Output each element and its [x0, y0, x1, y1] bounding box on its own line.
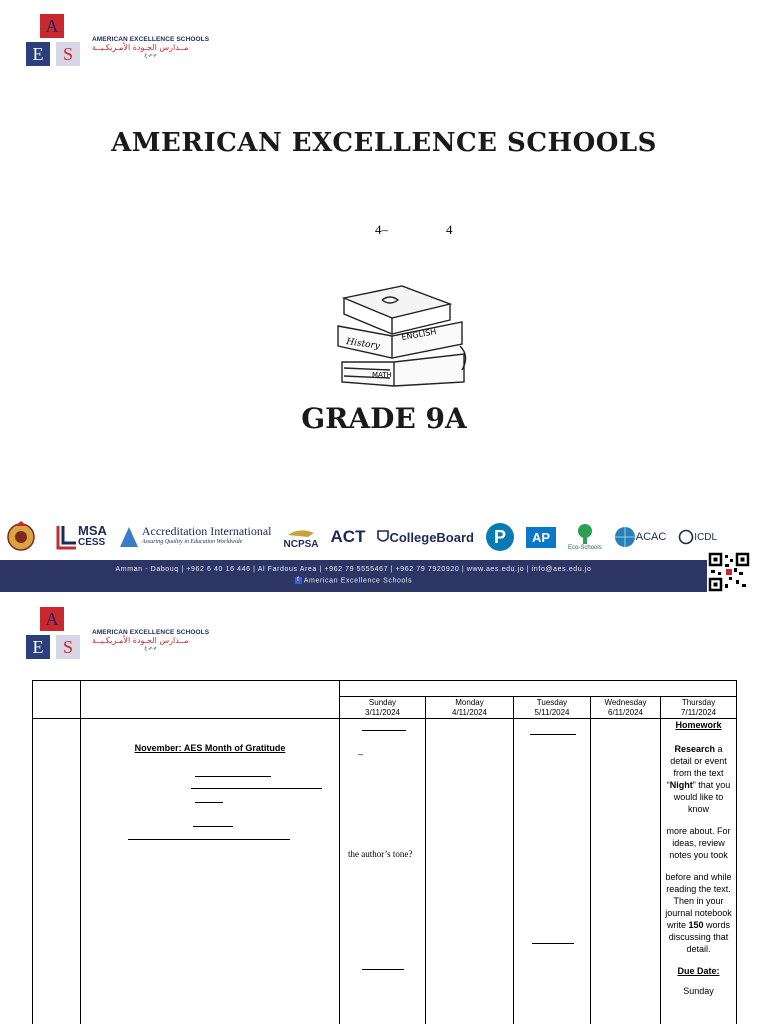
date-range-start: 4– [375, 222, 388, 237]
logo-name-ar: مــدارس الجـودة الأمـريكـيــة [92, 43, 189, 52]
acac-globe-icon [614, 526, 636, 548]
eco-schools-logo [568, 523, 602, 552]
ai-tagline: Assuring Quality in Education Worldwide [141, 539, 243, 545]
msa-text: MSA [78, 523, 107, 538]
table-header-row [33, 681, 737, 697]
facebook-icon: f [295, 577, 302, 584]
wednesday-cell [591, 719, 661, 1024]
logo-block-s: S [56, 42, 80, 66]
eco-tree-icon [572, 523, 598, 545]
period-cell [33, 719, 81, 1024]
jordan-emblem-icon [6, 520, 36, 554]
logo-name-en: AMERICAN EXCELLENCE SCHOOLS [92, 629, 210, 636]
header-cell-week [340, 681, 737, 697]
contact-footer-bar [0, 560, 707, 592]
accreditation-strip [6, 516, 762, 558]
grade-title: GRADE 9A [301, 402, 467, 435]
contact-info: Amman - Dabouq | +962 6 40 16 446 | Al Fardous Area | +962 79 5555467 | +962 79 7920920 | www.aes.edu.jo | info@aes.edu.jo [115, 566, 592, 573]
weekly-schedule-table [32, 680, 737, 1024]
ncpsa-lamp-icon [286, 525, 316, 539]
school-logo-page2 [26, 607, 209, 663]
logo-name-ar: مــدارس الجـودة الأمـريكـيــة [92, 636, 189, 645]
facebook-page[interactable]: American Excellence Schools [303, 577, 413, 585]
logo-blocks-page2 [26, 607, 86, 663]
accreditation-international-logo [119, 526, 272, 548]
day-header-thursday: Thursday 7/11/2024 [661, 697, 737, 719]
schedule-body-row [33, 719, 737, 1024]
ncpsa-logo [284, 525, 319, 550]
msa-cess-logo [56, 524, 107, 550]
sunday-question: the author’s tone? [348, 849, 413, 859]
school-logo [26, 14, 209, 70]
icdl-text: ICDL [694, 531, 718, 543]
logo-blocks [26, 14, 86, 70]
cess-text: CESS [78, 537, 106, 548]
monday-cell [426, 719, 514, 1024]
header-cell-blank-1 [33, 681, 81, 719]
logo-block-s: S [56, 635, 80, 659]
logo-block-e: E [26, 42, 50, 66]
book-label-math: MATH [372, 371, 392, 379]
tuesday-cell [514, 719, 591, 1024]
msa-mark-icon [56, 524, 78, 550]
homework-paragraph-1: Research a detail or event from the text “Night” that you would like to know [666, 744, 731, 814]
header-cell-blank-2 [81, 681, 340, 719]
collegeboard-logo [377, 529, 474, 545]
homework-title: Homework [675, 720, 722, 730]
ai-name: Accreditation International [141, 524, 272, 538]
due-date-label: Due Date: [677, 966, 720, 976]
day-header-wednesday: Wednesday 6/11/2024 [591, 697, 661, 719]
act-logo: ACT [330, 527, 366, 546]
sunday-cell [340, 719, 426, 1024]
qr-code-icon [708, 552, 750, 592]
thursday-homework-cell [661, 719, 737, 1024]
logo-suffix-ar: م.م.ع [144, 52, 157, 58]
day-header-sunday: Sunday 3/11/2024 [340, 697, 426, 719]
ncpsa-text: NCPSA [283, 538, 319, 550]
pearson-logo: P [486, 523, 514, 551]
acac-text: ACAC [635, 531, 667, 543]
day-header-monday: Monday 4/11/2024 [426, 697, 514, 719]
date-range-end: 4 [446, 222, 453, 237]
logo-block-a: A [40, 14, 64, 38]
sunday-dash: _ [358, 745, 364, 755]
ap-logo: AP [526, 527, 556, 548]
eco-schools-text: Eco-Schools [568, 544, 602, 551]
book-label-history: History [345, 337, 381, 352]
homework-paragraph-2: more about. For ideas, review notes you took [666, 826, 731, 860]
day-header-tuesday: Tuesday 5/11/2024 [514, 697, 591, 719]
icdl-logo [678, 529, 717, 545]
logo-name-en: AMERICAN EXCELLENCE SCHOOLS [92, 36, 210, 43]
due-date-value: Sunday [683, 986, 714, 996]
objectives-cell [81, 719, 340, 1024]
logo-suffix-ar: م.م.ع [144, 645, 157, 651]
collegeboard-shield-icon [377, 529, 389, 545]
acac-logo [614, 526, 667, 548]
ai-triangle-icon [119, 526, 139, 548]
collegeboard-text: CollegeBoard [389, 529, 474, 545]
logo-block-e: E [26, 635, 50, 659]
icdl-circle-icon [678, 529, 694, 545]
books-illustration [332, 282, 472, 390]
month-note: November: AES Month of Gratitude [134, 743, 286, 753]
homework-paragraph-3: before and while reading the text. Then in your journal notebook write 150 words discussing that detail. [665, 872, 732, 954]
book-label-english: ENGLISH [400, 327, 437, 342]
school-title: AMERICAN EXCELLENCE SCHOOLS [111, 128, 657, 158]
logo-block-a: A [40, 607, 64, 631]
